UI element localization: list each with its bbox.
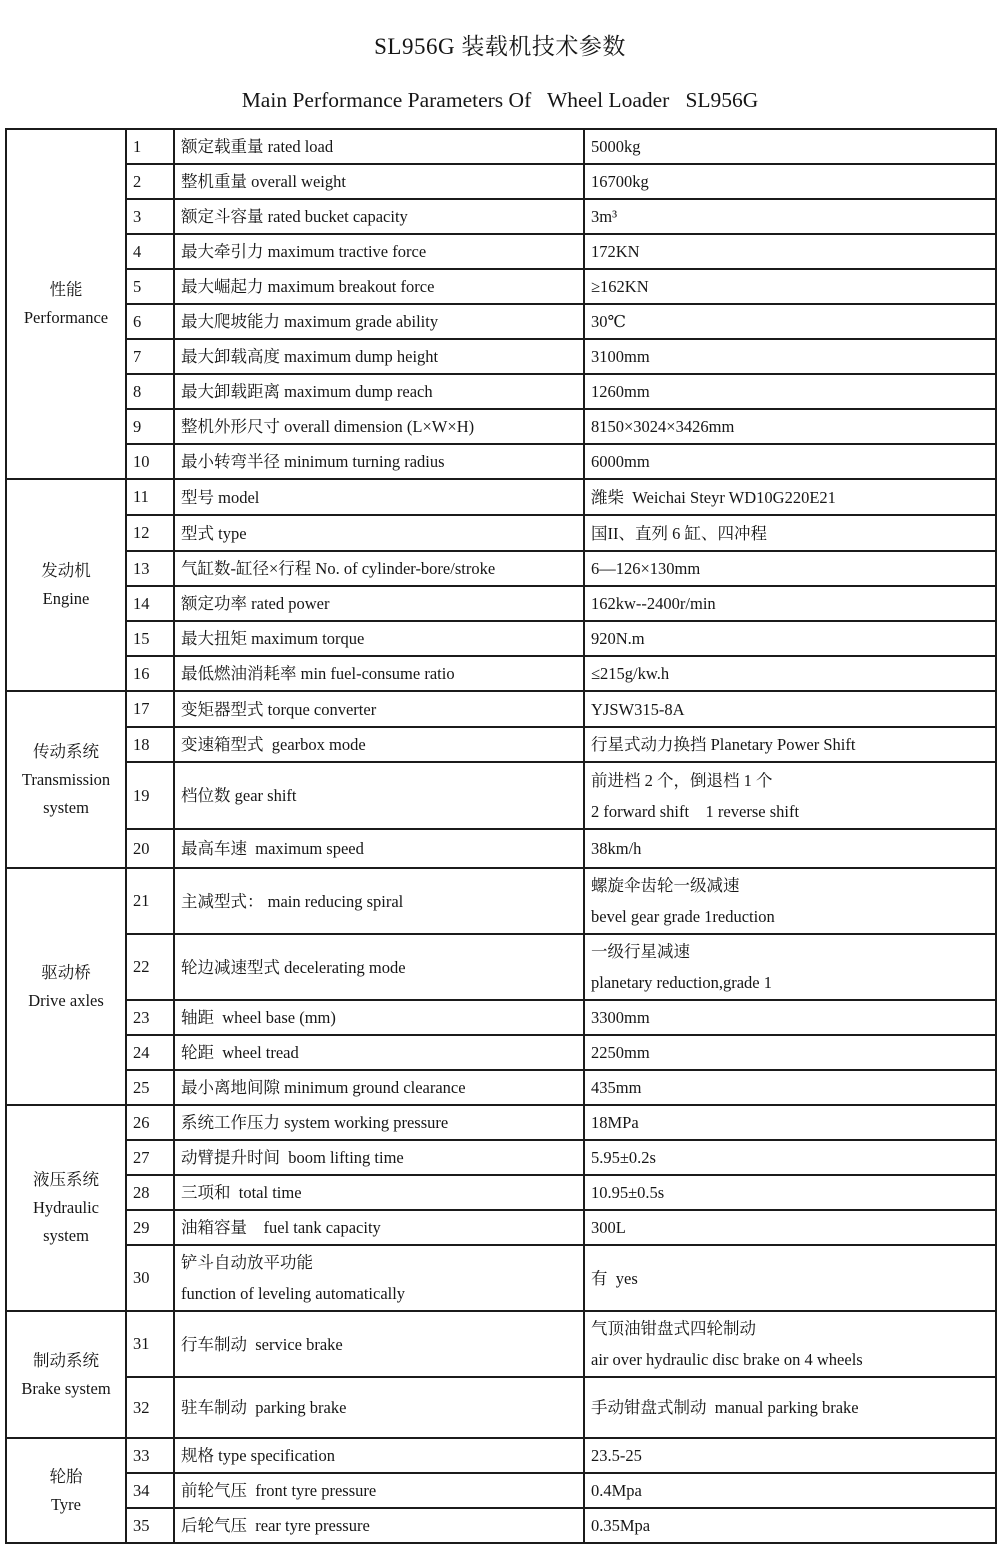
table-row [6, 1070, 996, 1105]
value-cell [584, 551, 996, 586]
table-row [6, 1377, 996, 1438]
table-row [6, 1035, 996, 1070]
value-line: 国II、直列 6 缸、四冲程 [591, 523, 767, 543]
row-number-cell: 12 [126, 515, 174, 551]
table-row [6, 1438, 996, 1473]
parameter-cell [174, 1000, 584, 1035]
parameter-cell [174, 1473, 584, 1508]
parameter-line: 主减型式： main reducing spiral [181, 891, 404, 911]
parameter-line: 变矩器型式 torque converter [181, 699, 377, 719]
value-line: bevel gear grade 1reduction [591, 907, 775, 926]
table-row [6, 1245, 996, 1311]
parameter-line: 三项和 total time [181, 1183, 302, 1202]
value-cell [584, 339, 996, 374]
table-row [6, 269, 996, 304]
table-row [6, 129, 996, 164]
value-cell [584, 515, 996, 551]
table-row [6, 479, 996, 515]
value-cell [584, 164, 996, 199]
parameter-line: 气缸数-缸径×行程 No. of cylinder-bore/stroke [181, 559, 496, 578]
table-row [6, 515, 996, 551]
parameter-line: 最大卸载高度 maximum dump height [181, 347, 439, 366]
parameter-line: 铲斗自动放平功能 [181, 1253, 313, 1272]
value-cell [584, 1070, 996, 1105]
row-number-cell: 1 [126, 129, 174, 164]
parameter-cell [174, 339, 584, 374]
value-line: 气顶油钳盘式四轮制动 [591, 1319, 756, 1338]
row-number-cell: 14 [126, 586, 174, 621]
parameter-cell [174, 164, 584, 199]
row-number-cell: 22 [126, 934, 174, 1000]
parameter-line: 最大牵引力 maximum tractive force [181, 242, 427, 261]
value-cell [584, 199, 996, 234]
parameter-cell [174, 691, 584, 727]
parameter-line: 额定功率 rated power [181, 594, 330, 613]
row-number-cell: 17 [126, 691, 174, 727]
parameter-line: 动臂提升时间 boom lifting time [181, 1148, 404, 1167]
row-number-cell: 11 [126, 479, 174, 515]
value-cell [584, 1210, 996, 1245]
row-number-cell: 4 [126, 234, 174, 269]
spec-table-body [6, 129, 996, 1543]
value-line: 5.95±0.2s [591, 1148, 656, 1167]
category-line: 驱动桥 [41, 962, 91, 982]
category-line: 液压系统 [33, 1170, 99, 1189]
value-cell [584, 586, 996, 621]
value-line: 23.5-25 [591, 1446, 642, 1465]
row-number-cell: 19 [126, 762, 174, 829]
parameter-line: 最小离地间隙 minimum ground clearance [181, 1078, 466, 1097]
parameter-line: 档位数 gear shift [181, 786, 297, 805]
row-number-cell: 6 [126, 304, 174, 339]
table-row [6, 829, 996, 868]
parameter-cell [174, 727, 584, 762]
table-row [6, 934, 996, 1000]
table-row [6, 1140, 996, 1175]
table-row [6, 656, 996, 691]
category-line: Drive axles [28, 990, 104, 1010]
value-line: 18MPa [591, 1113, 639, 1132]
parameter-cell [174, 374, 584, 409]
page-title-zh: SL956G 装载机技术参数 [374, 34, 626, 59]
parameter-cell [174, 1377, 584, 1438]
table-row [6, 164, 996, 199]
category-line: system [43, 797, 89, 817]
category-line: 轮胎 [49, 1466, 83, 1486]
row-number-cell: 31 [126, 1311, 174, 1377]
parameter-cell [174, 129, 584, 164]
row-number-cell: 30 [126, 1245, 174, 1311]
row-number-cell: 29 [126, 1210, 174, 1245]
table-row [6, 374, 996, 409]
row-number-cell: 26 [126, 1105, 174, 1140]
value-cell [584, 1377, 996, 1438]
parameter-line: 规格 type specification [181, 1446, 335, 1465]
category-line: 发动机 [41, 561, 91, 580]
parameter-cell [174, 1035, 584, 1070]
row-number-cell: 10 [126, 444, 174, 479]
parameter-cell [174, 444, 584, 479]
category-cell [6, 691, 126, 868]
parameter-cell [174, 1245, 584, 1311]
value-cell [584, 762, 996, 829]
parameter-cell [174, 829, 584, 868]
parameter-cell [174, 551, 584, 586]
parameter-line: 轮距 wheel tread [181, 1043, 299, 1062]
parameter-cell [174, 479, 584, 515]
parameter-line: 最低燃油消耗率 min fuel-consume ratio [181, 664, 455, 683]
row-number-cell: 21 [126, 868, 174, 934]
table-row [6, 727, 996, 762]
value-cell [584, 621, 996, 656]
parameter-cell [174, 656, 584, 691]
parameter-line: 驻车制动 parking brake [181, 1398, 347, 1417]
value-cell [584, 934, 996, 1000]
value-cell [584, 656, 996, 691]
row-number-cell: 20 [126, 829, 174, 868]
table-row [6, 1000, 996, 1035]
category-cell [6, 1105, 126, 1311]
parameter-line: 行车制动 service brake [181, 1334, 343, 1354]
table-row [6, 234, 996, 269]
value-cell [584, 409, 996, 444]
value-line: 435mm [591, 1078, 642, 1097]
row-number-cell: 5 [126, 269, 174, 304]
row-number-cell: 32 [126, 1377, 174, 1438]
value-line: 6—126×130mm [591, 559, 701, 578]
value-line: 16700kg [591, 172, 649, 191]
value-line: 30℃ [591, 312, 626, 331]
value-line: 38km/h [591, 839, 642, 858]
table-row [6, 199, 996, 234]
parameter-line: 额定载重量 rated load [181, 137, 334, 156]
category-cell [6, 868, 126, 1105]
category-cell [6, 1311, 126, 1438]
parameter-line: function of leveling automatically [181, 1284, 406, 1303]
row-number-cell: 15 [126, 621, 174, 656]
value-cell [584, 1105, 996, 1140]
table-row [6, 409, 996, 444]
table-row [6, 551, 996, 586]
category-line: system [43, 1226, 89, 1245]
parameter-cell [174, 621, 584, 656]
parameter-line: 轴距 wheel base (mm) [181, 1008, 336, 1027]
table-row [6, 1175, 996, 1210]
value-cell [584, 269, 996, 304]
category-line: Brake system [21, 1378, 111, 1398]
parameter-line: 油箱容量 fuel tank capacity [181, 1218, 381, 1237]
value-line: 前进档 2 个，倒退档 1 个 [591, 770, 773, 790]
value-cell [584, 1000, 996, 1035]
value-line: ≤215g/kw.h [591, 664, 670, 683]
table-row [6, 1105, 996, 1140]
value-cell [584, 868, 996, 934]
row-number-cell: 8 [126, 374, 174, 409]
category-line: Tyre [51, 1494, 81, 1514]
value-cell [584, 1508, 996, 1543]
value-line: 300L [591, 1218, 626, 1237]
parameter-cell [174, 409, 584, 444]
parameter-cell [174, 234, 584, 269]
value-line: 螺旋伞齿轮一级减速 [591, 876, 740, 895]
parameter-cell [174, 1438, 584, 1473]
value-line: 3300mm [591, 1008, 650, 1027]
value-line: 有 yes [591, 1268, 638, 1288]
table-row [6, 1210, 996, 1245]
row-number-cell: 25 [126, 1070, 174, 1105]
category-line: Transmission [21, 769, 111, 789]
parameter-cell [174, 934, 584, 1000]
value-line: YJSW315-8A [591, 699, 685, 719]
value-cell [584, 1035, 996, 1070]
parameter-cell [174, 1508, 584, 1543]
value-line: 一级行星减速 [591, 942, 690, 961]
value-line: ≥162KN [591, 277, 649, 296]
value-cell [584, 1140, 996, 1175]
page-title-en: Main Performance Parameters Of Wheel Loader SL956G [241, 88, 759, 112]
category-line: Performance [23, 308, 109, 327]
parameter-line: 最高车速 maximum speed [181, 839, 364, 858]
parameter-cell [174, 269, 584, 304]
parameter-cell [174, 1311, 584, 1377]
value-line: 172KN [591, 242, 640, 261]
parameter-cell [174, 1070, 584, 1105]
spec-table [5, 128, 997, 1544]
parameter-line: 变速箱型式 gearbox mode [181, 735, 366, 754]
value-cell [584, 374, 996, 409]
row-number-cell: 27 [126, 1140, 174, 1175]
table-row [6, 1508, 996, 1543]
value-line: 920N.m [591, 629, 645, 648]
value-line: 2250mm [591, 1043, 650, 1062]
parameter-cell [174, 586, 584, 621]
value-cell [584, 1311, 996, 1377]
row-number-cell: 28 [126, 1175, 174, 1210]
value-line: 162kw--2400r/min [591, 594, 716, 613]
row-number-cell: 18 [126, 727, 174, 762]
row-number-cell: 3 [126, 199, 174, 234]
parameter-cell [174, 304, 584, 339]
parameter-line: 前轮气压 front tyre pressure [181, 1481, 377, 1500]
value-cell [584, 444, 996, 479]
category-line: Hydraulic [33, 1198, 99, 1217]
parameter-cell [174, 1175, 584, 1210]
value-line: 5000kg [591, 137, 641, 156]
table-row [6, 339, 996, 374]
value-cell [584, 479, 996, 515]
value-cell [584, 304, 996, 339]
parameter-line: 后轮气压 rear tyre pressure [181, 1516, 370, 1535]
value-cell [584, 829, 996, 868]
value-cell [584, 1175, 996, 1210]
value-line: 3m³ [591, 207, 618, 226]
parameter-line: 型式 type [181, 523, 247, 543]
category-line: 性能 [49, 280, 83, 299]
value-line: 8150×3024×3426mm [591, 417, 735, 436]
parameter-cell [174, 1105, 584, 1140]
value-line: 行星式动力换挡 Planetary Power Shift [591, 735, 856, 754]
row-number-cell: 7 [126, 339, 174, 374]
category-line: Engine [42, 589, 90, 608]
table-row [6, 586, 996, 621]
table-row [6, 304, 996, 339]
value-cell [584, 727, 996, 762]
value-cell [584, 691, 996, 727]
parameter-cell [174, 868, 584, 934]
parameter-line: 最大崛起力 maximum breakout force [181, 277, 435, 296]
row-number-cell: 2 [126, 164, 174, 199]
category-cell [6, 479, 126, 691]
value-line: 0.35Mpa [591, 1516, 651, 1535]
row-number-cell: 23 [126, 1000, 174, 1035]
table-row [6, 444, 996, 479]
parameter-line: 系统工作压力 system working pressure [181, 1113, 449, 1132]
table-row [6, 691, 996, 727]
value-line: planetary reduction,grade 1 [591, 973, 772, 992]
parameter-line: 额定斗容量 rated bucket capacity [181, 207, 408, 226]
category-cell [6, 1438, 126, 1543]
value-cell [584, 1473, 996, 1508]
value-line: 0.4Mpa [591, 1481, 642, 1500]
value-line: 手动钳盘式制动 manual parking brake [591, 1398, 859, 1417]
table-row [6, 868, 996, 934]
row-number-cell: 33 [126, 1438, 174, 1473]
parameter-line: 最大卸载距离 maximum dump reach [181, 382, 433, 401]
table-row [6, 1311, 996, 1377]
row-number-cell: 9 [126, 409, 174, 444]
row-number-cell: 13 [126, 551, 174, 586]
parameter-line: 整机重量 overall weight [181, 172, 346, 191]
row-number-cell: 34 [126, 1473, 174, 1508]
row-number-cell: 16 [126, 656, 174, 691]
parameter-cell [174, 1210, 584, 1245]
value-cell [584, 234, 996, 269]
table-row [6, 762, 996, 829]
value-cell [584, 1245, 996, 1311]
table-row [6, 1473, 996, 1508]
category-line: 制动系统 [33, 1350, 99, 1370]
parameter-line: 型号 model [181, 487, 260, 507]
value-line: 1260mm [591, 382, 650, 401]
value-line: 3100mm [591, 347, 650, 366]
parameter-line: 整机外形尺寸 overall dimension (L×W×H) [181, 417, 475, 436]
category-cell [6, 129, 126, 479]
parameter-cell [174, 199, 584, 234]
parameter-line: 最大爬坡能力 maximum grade ability [181, 312, 439, 331]
parameter-cell [174, 762, 584, 829]
parameter-line: 最小转弯半径 minimum turning radius [181, 452, 445, 471]
value-line: 6000mm [591, 452, 650, 471]
parameter-cell [174, 515, 584, 551]
row-number-cell: 24 [126, 1035, 174, 1070]
parameter-line: 最大扭矩 maximum torque [181, 629, 365, 648]
value-line: 10.95±0.5s [591, 1183, 665, 1202]
parameter-line: 轮边减速型式 decelerating mode [181, 957, 406, 977]
parameter-cell [174, 1140, 584, 1175]
value-line: 2 forward shift 1 reverse shift [591, 801, 800, 821]
category-line: 传动系统 [33, 741, 99, 761]
table-row [6, 621, 996, 656]
value-line: 潍柴 Weichai Steyr WD10G220E21 [591, 487, 836, 507]
value-cell [584, 1438, 996, 1473]
value-cell [584, 129, 996, 164]
row-number-cell: 35 [126, 1508, 174, 1543]
value-line: air over hydraulic disc brake on 4 wheels [591, 1350, 863, 1369]
